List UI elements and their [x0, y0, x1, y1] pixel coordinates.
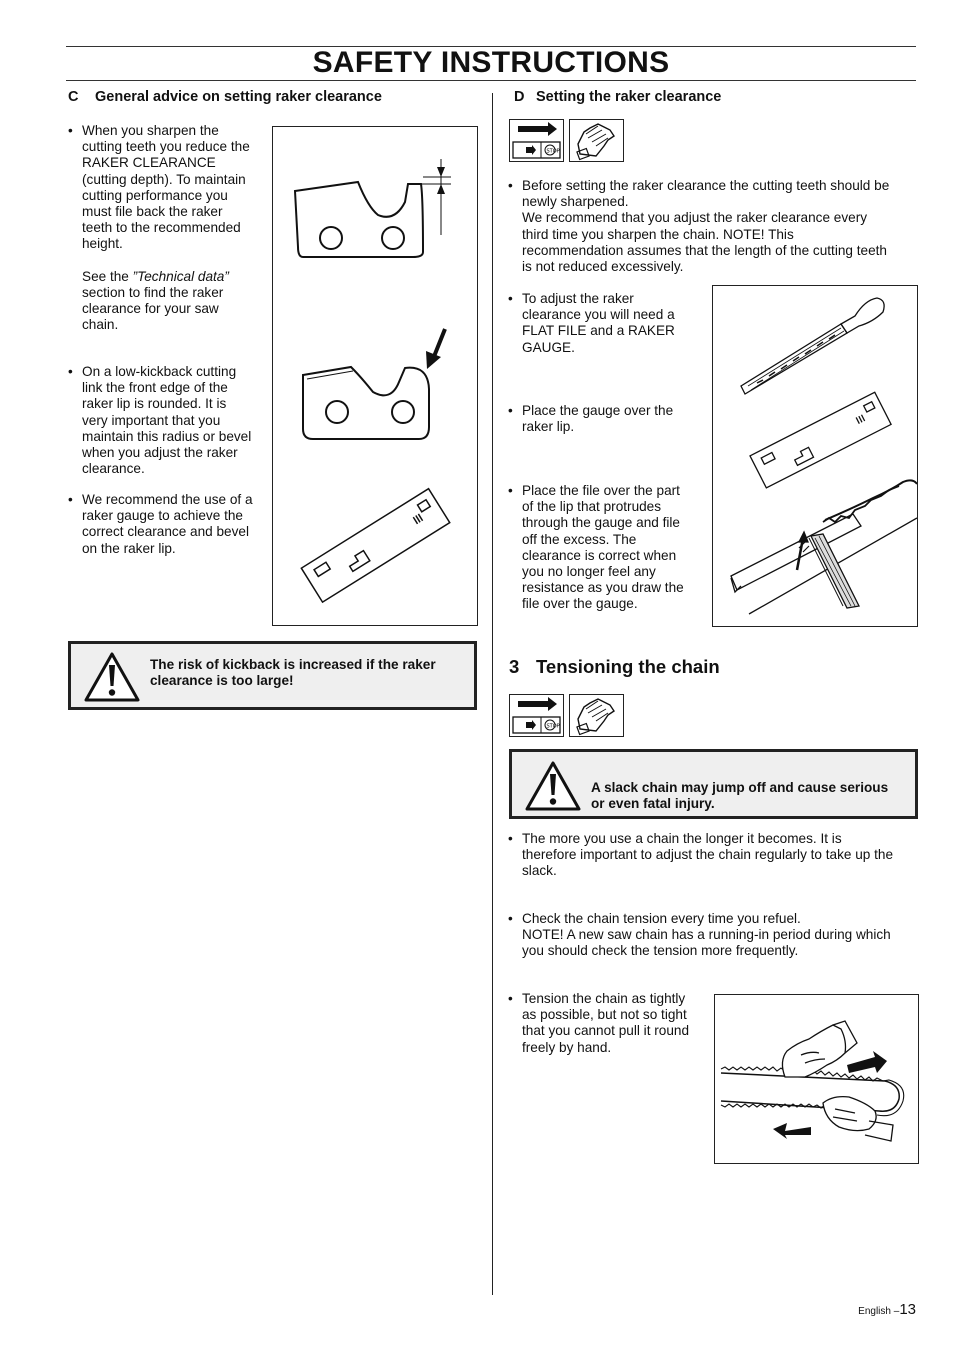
bullet-dot: • [508, 831, 513, 846]
d-b1-line-4: third time you sharpen the chain. NOTE! This [522, 226, 794, 242]
d-b1-line-1: Before setting the raker clearance the cutting teeth should be [522, 178, 890, 193]
d-b2-line-3: FLAT FILE and a RAKER [522, 323, 675, 339]
c-b1-line-3: RAKER CLEARANCE [82, 155, 216, 171]
kickback-warning-text [150, 657, 470, 689]
gauge-on-chain-drawing [731, 480, 917, 614]
s3-warning-line-2: or even fatal injury. [591, 796, 715, 812]
c-b2-line-6: when you adjust the raker [82, 445, 238, 461]
slack-chain-warning-text [591, 780, 916, 812]
d-b1-line-6: is not reduced excessively. [522, 259, 684, 275]
section-3-title: Tensioning the chain [536, 656, 720, 677]
page-title: SAFETY INSTRUCTIONS [312, 46, 670, 79]
bullet-dot: • [508, 483, 513, 498]
s3-b1-line-3: slack. [522, 863, 557, 879]
d-b4-line-5: clearance is correct when [522, 547, 677, 563]
d-b3-line-1: Place the gauge over the [522, 403, 674, 418]
section-c-bullet-3 [68, 492, 268, 557]
c-b2-line-2: link the front edge of the [82, 380, 228, 396]
warning-triangle-icon [83, 651, 141, 703]
d-b2-line-4: GAUGE. [522, 339, 575, 355]
bullet-dot: • [68, 364, 73, 379]
section-d-title: Setting the raker clearance [536, 89, 722, 105]
file-and-gauge-figure [712, 285, 918, 627]
c-see-line-3: clearance for your saw [82, 301, 219, 317]
c-b2-line-1: On a low-kickback cutting [82, 364, 237, 379]
d-b4-line-4: off the excess. The [522, 531, 637, 547]
low-kickback-link [303, 367, 429, 439]
c-b1-line-7: teeth to the recommended [82, 220, 241, 236]
c-b1-line-1: When you sharpen the [82, 123, 219, 138]
section-3-number: 3 [509, 656, 520, 677]
c-see-line-2: section to find the raker [82, 284, 224, 300]
s3-b1-line-1: The more you use a chain the longer it becomes. It is [522, 831, 842, 846]
c-b1-line-8: height. [82, 236, 123, 252]
file-and-gauge-illustration [713, 286, 917, 626]
bullet-dot: • [68, 123, 73, 138]
d-b3-line-2: raker lip. [522, 419, 575, 435]
s3-b2-line-3: you should check the tension more frequently. [522, 943, 799, 959]
d-b4-line-7: resistance as you draw the [522, 580, 684, 596]
s3-b2-line-1: Check the chain tension every time you refuel. [522, 911, 801, 926]
section-c-bullet-1 [68, 123, 268, 333]
c-b1-line-6: must file back the raker [82, 204, 223, 220]
svg-text:STOP: STOP [546, 723, 560, 730]
d-b1-line-2: newly sharpened. [522, 194, 629, 210]
bullet-dot: • [68, 492, 73, 507]
c-see-prefix: See the [82, 268, 129, 284]
d-b4-line-8: file over the gauge. [522, 596, 638, 612]
c-b3-line-4: on the raker lip. [82, 540, 176, 556]
protective-glove-icon [569, 119, 624, 162]
c-b3-line-1: We recommend the use of a [82, 492, 253, 507]
c-warning-line-1: The risk of kickback is increased if the raker [150, 657, 436, 672]
column-divider [492, 93, 493, 1295]
section-3-bullet-2 [508, 911, 918, 960]
c-b2-line-4: very important that you [82, 412, 221, 428]
c-b3-line-2: raker gauge to achieve the [82, 508, 243, 524]
c-b2-line-3: raker lip is rounded. It is [82, 396, 227, 412]
c-see-line [82, 269, 268, 285]
footer-language: English – [858, 1306, 900, 1317]
raker-gauge-drawing [301, 489, 449, 602]
c-b3-line-3: correct clearance and bevel [82, 524, 249, 540]
page-number: 13 [899, 1301, 916, 1318]
bullet-dot: • [508, 178, 513, 193]
technical-data-reference: ”Technical data” [132, 268, 229, 284]
c-warning-line-2: clearance is too large! [150, 673, 294, 689]
d-b2-line-2: clearance you will need a [522, 307, 675, 323]
s3-b3-line-2: as possible, but not so tight [522, 1007, 687, 1023]
chain-tension-illustration [715, 995, 918, 1163]
raker-clearance-illustration [273, 127, 477, 625]
raker-gauge-icon [750, 392, 891, 488]
page-footer [858, 1301, 916, 1318]
d-b1-line-5: recommendation assumes that the length of the cutting teeth [522, 242, 887, 258]
kickback-warning-box [68, 641, 477, 710]
bullet-dot: • [508, 291, 513, 306]
flat-file-icon [741, 298, 884, 394]
warning-triangle-icon [524, 760, 582, 812]
c-see-line-4: chain. [82, 317, 119, 333]
c-b2-line-7: clearance. [82, 461, 145, 477]
s3-b2-line-2: NOTE! A new saw chain has a running-in period during which [522, 927, 891, 943]
s3-b3-line-3: that you cannot pull it round [522, 1023, 690, 1039]
section-c-heading [68, 89, 382, 105]
bullet-dot: • [508, 991, 513, 1006]
section-d-bullet-2 [508, 291, 708, 356]
s3-b3-line-4: freely by hand. [522, 1039, 612, 1055]
s3-b3-line-1: Tension the chain as tightly [522, 991, 686, 1006]
svg-text:STOP: STOP [546, 148, 560, 155]
section-3-heading [509, 656, 720, 678]
bullet-dot: • [508, 403, 513, 418]
section-c-bullet-2 [68, 364, 268, 477]
section-c-letter: C [68, 89, 79, 105]
title-underline [66, 80, 916, 81]
section-d-letter: D [514, 89, 525, 105]
c-b1-line-5: cutting performance you [82, 187, 228, 203]
slack-chain-warning-box [509, 749, 918, 819]
cutting-link-top [295, 182, 423, 257]
section-3-bullet-3 [508, 991, 708, 1056]
engine-stop-icon [509, 694, 564, 737]
bullet-dot: • [508, 911, 513, 926]
d-b4-line-1: Place the file over the part [522, 483, 680, 498]
c-b1-line-4: (cutting depth). To maintain [82, 171, 246, 187]
section-d-bullet-1 [508, 178, 918, 275]
section-d-heading [514, 89, 721, 105]
s3-b1-line-2: therefore important to adjust the chain regularly to take up the [522, 847, 894, 863]
d-b4-line-3: through the gauge and file [522, 515, 680, 531]
s3-warning-line-1: A slack chain may jump off and cause serious [591, 780, 889, 795]
c-b1-line-2: cutting teeth you reduce the [82, 139, 250, 155]
d-b2-line-1: To adjust the raker [522, 291, 634, 306]
d-b1-line-3: We recommend that you adjust the raker clearance every [522, 210, 868, 226]
section-d-bullet-3 [508, 403, 708, 435]
d-b4-line-6: you no longer feel any [522, 564, 656, 580]
section-d-bullet-4 [508, 483, 708, 613]
protective-glove-icon [569, 694, 624, 737]
d-b4-line-2: of the lip that protrudes [522, 499, 662, 515]
section-3-bullet-1 [508, 831, 918, 880]
c-b2-line-5: maintain this radius or bevel [82, 428, 252, 444]
section-c-title: General advice on setting raker clearance [95, 89, 382, 105]
raker-clearance-figure [272, 126, 478, 626]
engine-stop-icon [509, 119, 564, 162]
chain-tension-figure [714, 994, 919, 1164]
